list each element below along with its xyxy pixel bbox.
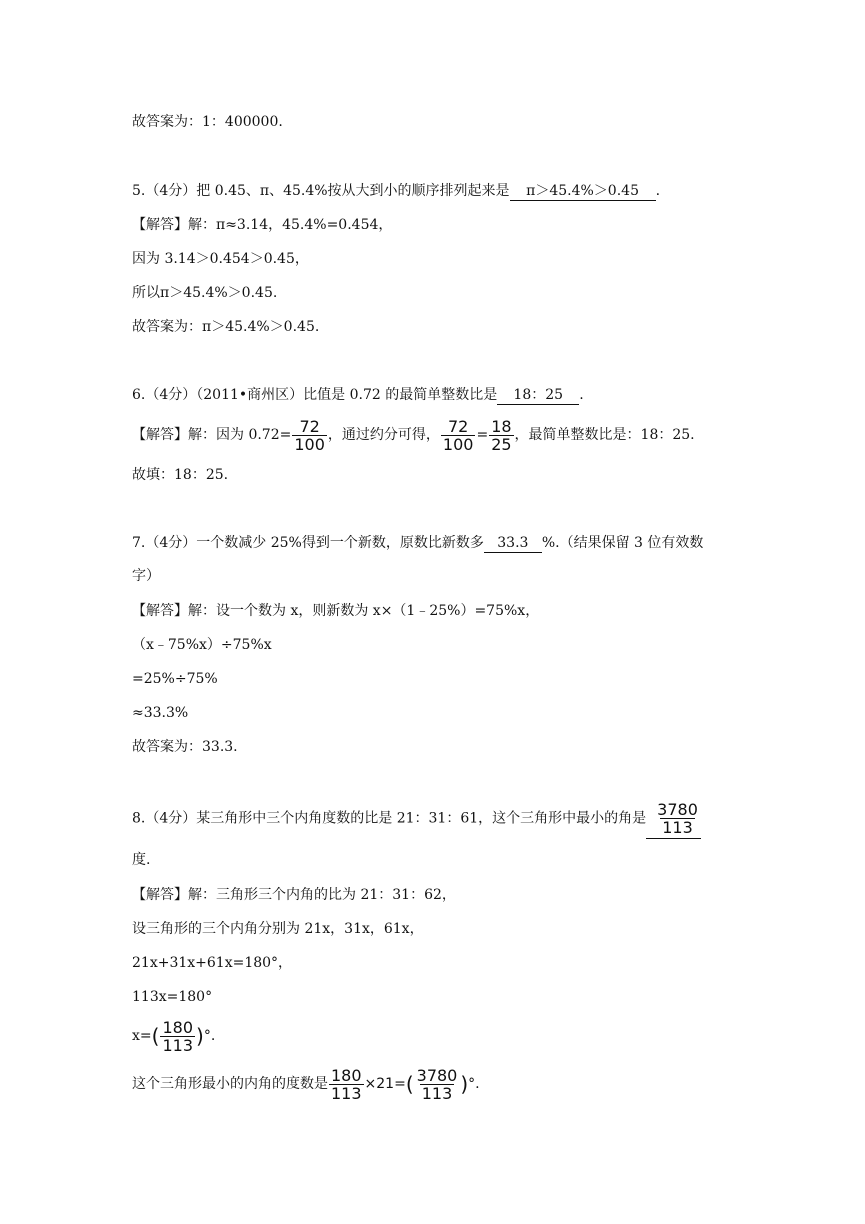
fraction-72-100: $\frac{72}{100}$ bbox=[294, 416, 325, 454]
question-5-answer-blank: π＞45.4%＞0.45 bbox=[510, 182, 656, 201]
question-5 bbox=[132, 181, 660, 201]
question-8-solution-3: 21x+31x+61x=180°， bbox=[132, 955, 293, 971]
question-6-solution-b: ，通过约分可得， bbox=[327, 427, 440, 443]
question-5-end: . bbox=[655, 183, 661, 199]
fraction-180-113: $\frac{180}{113}$ bbox=[162, 1017, 193, 1055]
degree-suffix: °. bbox=[203, 1028, 216, 1044]
fraction-18-25: $\frac{18}{25}$ bbox=[491, 416, 512, 454]
question-5-solution-4: 故答案为：π＞45.4%＞0.45. bbox=[132, 319, 320, 335]
question-8-stem-end: 度. bbox=[132, 852, 151, 868]
question-5-solution-3: 所以π＞45.4%＞0.45. bbox=[132, 285, 278, 301]
question-8-stem: 8.（4分）某三角形中三个内角度数的比是 21：31：61，这个三角形中最小的角是 bbox=[132, 810, 647, 827]
left-paren-final: ( bbox=[405, 1072, 414, 1096]
fraction-3780-113-final: $\frac{3780}{113}$ bbox=[416, 1065, 458, 1103]
answer-fraction-3780-113: $\frac{3780}{113}$ bbox=[657, 799, 698, 837]
question-7-stem: 7.（4分）一个数减少 25%得到一个新数，原数比新数多 bbox=[132, 535, 484, 551]
question-5-stem: 5.（4分）把 0.45、π、45.4%按从大到小的顺序排列起来是 bbox=[132, 183, 510, 199]
question-6 bbox=[132, 385, 584, 405]
question-8-solution-1: 【解答】解：三角形三个内角的比为 21：31：62， bbox=[132, 887, 456, 903]
question-6-solution bbox=[132, 416, 695, 454]
answer-line-q4: 故答案为：1：400000. bbox=[132, 114, 283, 130]
question-8-solution-2: 设三角形的三个内角分别为 21x，31x，61x， bbox=[132, 921, 424, 937]
left-paren: ( bbox=[151, 1024, 160, 1048]
question-8-final bbox=[132, 1064, 480, 1104]
question-5-solution-2: 因为 3.14＞0.454＞0.45， bbox=[132, 251, 309, 267]
times-21: ×21= bbox=[364, 1076, 406, 1092]
equals-sign: = bbox=[476, 427, 489, 443]
question-6-fill: 故填：18：25. bbox=[132, 467, 229, 483]
question-6-solution-a: 【解答】解：因为 0.72= bbox=[132, 427, 292, 443]
question-7-stem-end: %.（结果保留 3 位有效数 bbox=[541, 535, 704, 551]
final-prefix: 这个三角形最小的内角的度数是 bbox=[132, 1076, 328, 1092]
question-8-solution-4: 113x=180° bbox=[132, 989, 213, 1005]
question-7-stem-line2: 字） bbox=[132, 568, 160, 584]
question-7 bbox=[132, 533, 703, 553]
question-5-solution-1: 【解答】解：π≈3.14，45.4%=0.454， bbox=[132, 217, 393, 233]
question-8-answer-blank bbox=[646, 798, 701, 839]
x-equals: x= bbox=[132, 1028, 152, 1044]
question-7-solution-2: （x﹣75%x）÷75%x bbox=[132, 637, 272, 653]
question-7-solution-3: =25%÷75% bbox=[132, 671, 218, 687]
question-6-stem: 6.（4分）（2011•商州区）比值是 0.72 的最简单整数比是 bbox=[132, 387, 498, 403]
question-7-answer-blank: 33.3 bbox=[484, 534, 542, 553]
question-7-solution-5: 故答案为：33.3. bbox=[132, 739, 238, 755]
question-8-x-value bbox=[132, 1016, 215, 1056]
question-6-end: . bbox=[579, 387, 584, 403]
question-7-solution-4: ≈33.3% bbox=[132, 705, 189, 721]
fraction-72-100-b: $\frac{72}{100}$ bbox=[442, 416, 474, 454]
question-6-answer-blank: 18：25 bbox=[497, 386, 579, 405]
right-paren: ) bbox=[196, 1024, 204, 1048]
question-6-solution-c: ，最简单整数比是：18：25. bbox=[514, 427, 695, 443]
question-7-solution-1: 【解答】解：设一个数为 x，则新数为 x×（1﹣25%）=75%x， bbox=[132, 603, 540, 619]
right-paren-final: ) bbox=[460, 1072, 469, 1096]
degree-suffix-final: °. bbox=[468, 1076, 480, 1092]
fraction-180-113-final: $\frac{180}{113}$ bbox=[331, 1065, 362, 1103]
question-8 bbox=[132, 798, 701, 839]
